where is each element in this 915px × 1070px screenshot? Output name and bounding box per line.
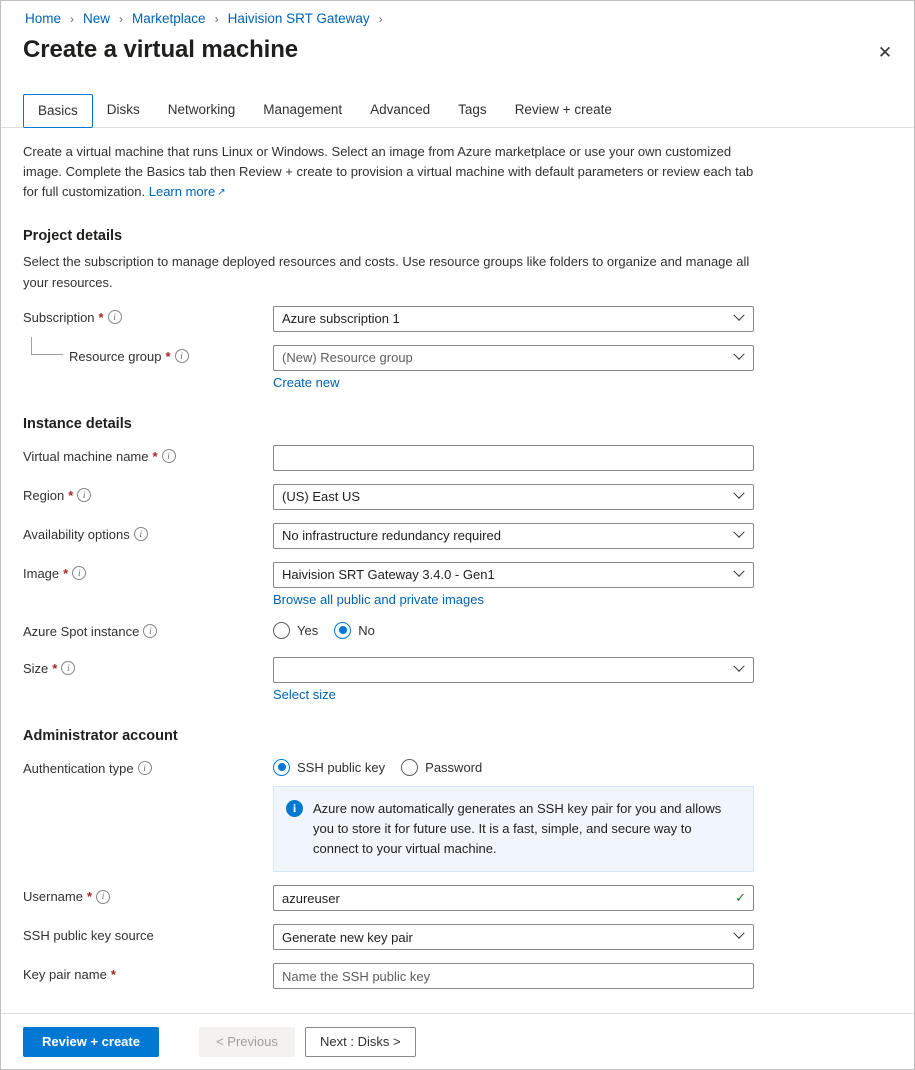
field-username [273,885,754,911]
authentication-type-radio-group [273,757,754,776]
info-icon[interactable]: i [72,566,86,580]
spot-instance-option-no[interactable] [334,622,375,639]
info-icon[interactable]: i [108,310,122,324]
chevron-down-icon [735,665,745,675]
label-authentication-type-text: Authentication type [23,760,134,776]
label-username [23,885,273,904]
field-key-pair-name [273,963,754,989]
info-icon[interactable]: i [61,661,75,675]
tab-networking[interactable]: Networking [167,102,236,117]
resource-group-value: (New) Resource group [282,350,413,366]
label-ssh-key-source [23,924,273,943]
field-availability-options [273,523,754,549]
field-subscription [273,306,754,332]
row-subscription [23,306,892,332]
label-region [23,484,273,503]
info-circle-icon: i [286,800,303,817]
required-marker: * [86,889,93,905]
label-spot-instance-text: Azure Spot instance [23,623,140,639]
form-content [1,128,914,989]
spot-instance-option-yes[interactable] [273,622,318,639]
section-project-details-heading: Project details [23,228,123,245]
row-availability-options [23,523,892,549]
tab-bar [1,94,914,128]
vm-name-input[interactable] [273,445,754,471]
row-resource-group [23,345,892,390]
row-authentication-type [23,757,892,872]
field-ssh-key-source [273,924,754,950]
radio-icon[interactable] [401,759,418,776]
row-spot-instance [23,620,892,644]
auth-option-ssh-public-key-label: SSH public key [297,759,386,775]
label-image [23,562,273,581]
row-ssh-key-source [23,924,892,950]
ssh-info-banner [273,786,754,872]
breadcrumb-item-marketplace[interactable]: Marketplace [132,11,206,26]
chevron-down-icon [735,492,745,502]
indent-bracket [31,337,63,355]
chevron-down-icon [735,932,745,942]
spot-instance-option-no-label: No [358,622,375,638]
label-key-pair-name [23,963,273,982]
availability-options-select[interactable] [273,523,754,549]
info-icon[interactable]: i [77,488,91,502]
label-image-text: Image [23,565,60,581]
row-image [23,562,892,607]
breadcrumb [1,1,914,30]
ssh-info-banner-text: Azure now automatically generates an SSH key pair for you and allows you to store it for future use. It is a fast, simple, and secure way to connect to your virtual machine. [313,800,722,856]
breadcrumb-item-new[interactable]: New [83,11,111,26]
field-spot-instance [273,620,754,639]
row-key-pair-name [23,963,892,989]
field-resource-group [273,345,754,390]
required-marker: * [63,565,69,581]
previous-button: < Previous [199,1027,295,1057]
required-marker: * [68,487,74,503]
tab-management[interactable]: Management [263,102,343,117]
required-marker: * [110,967,116,983]
field-size [273,657,754,702]
spot-instance-radio-group [273,620,754,639]
learn-more-link[interactable]: Learn more [148,184,216,200]
row-size [23,657,892,702]
row-vm-name [23,445,892,471]
key-pair-name-input[interactable] [273,963,754,989]
chevron-down-icon [735,353,745,363]
valid-check-icon: ✓ [735,890,746,906]
review-create-button[interactable]: Review + create [23,1027,159,1057]
region-value: (US) East US [282,489,361,505]
auth-option-password-label: Password [425,759,483,775]
label-authentication-type [23,757,273,776]
breadcrumb-item-home[interactable]: Home [25,11,62,26]
row-username [23,885,892,911]
info-icon[interactable]: i [134,527,148,541]
required-marker: * [165,348,171,364]
info-icon[interactable]: i [96,890,110,904]
spot-instance-option-yes-label: Yes [297,622,319,638]
chevron-down-icon [735,570,745,580]
tab-tags[interactable]: Tags [458,102,487,117]
label-vm-name-text: Virtual machine name [23,448,149,464]
ssh-key-source-value: Generate new key pair [282,929,413,945]
required-marker: * [152,448,158,464]
label-availability-options-text: Availability options [23,526,130,542]
info-icon[interactable]: i [162,449,176,463]
radio-icon[interactable] [273,622,290,639]
auth-option-ssh-public-key[interactable] [273,759,385,776]
required-marker: * [98,309,104,325]
label-availability-options [23,523,273,542]
image-select[interactable] [273,562,754,588]
label-size-text: Size [23,660,49,676]
size-select[interactable] [273,657,754,683]
label-spot-instance [23,620,273,639]
field-image [273,562,754,607]
tab-basics[interactable]: Basics [23,94,93,128]
tab-review-create[interactable]: Review + create [514,102,612,117]
chevron-down-icon [735,314,745,324]
subscription-value: Azure subscription 1 [282,311,400,327]
label-resource-group [23,345,273,364]
auth-option-password[interactable] [401,759,482,776]
resource-group-select[interactable] [273,345,754,371]
username-input[interactable] [273,885,754,911]
breadcrumb-separator-icon: › [119,11,124,26]
breadcrumb-item-haivision-srt-gateway[interactable]: Haivision SRT Gateway [227,11,370,26]
close-icon[interactable]: ✕ [877,43,893,62]
label-resource-group-text: Resource group [69,348,162,364]
external-link-icon[interactable]: ↗ [217,187,226,199]
title-row [1,30,914,68]
field-authentication-type [273,757,754,872]
image-value: Haivision SRT Gateway 3.4.0 - Gen1 [282,567,495,583]
create-vm-blade [1,1,914,1069]
next-disks-button[interactable]: Next : Disks > [305,1027,416,1057]
tab-disks[interactable]: Disks [106,102,140,117]
label-subscription [23,306,273,325]
section-administrator-account-heading: Administrator account [23,727,178,744]
label-size [23,657,273,676]
section-instance-details-heading: Instance details [23,415,132,432]
breadcrumb-separator-icon: › [214,11,219,26]
footer-action-bar [1,1013,914,1069]
breadcrumb-separator-icon: › [378,11,383,26]
subscription-select[interactable] [273,306,754,332]
radio-icon[interactable] [273,759,290,776]
label-vm-name [23,445,273,464]
page-title: Create a virtual machine [23,36,299,63]
browse-images-link[interactable]: Browse all public and private images [273,591,484,607]
label-key-pair-name-text: Key pair name [23,967,107,983]
availability-options-value: No infrastructure redundancy required [282,528,501,544]
intro-body: Create a virtual machine that runs Linux or Windows. Select an image from Azure marketplace or use your own customized image. Complete the Basics tab then Review + create to provision a virtual machine with default parameters or review each tab for full customization. [23,144,754,200]
field-region [273,484,754,510]
label-subscription-text: Subscription [23,309,95,325]
field-vm-name [273,445,754,471]
intro-text [23,142,768,202]
info-icon[interactable]: i [175,349,189,363]
tab-advanced[interactable]: Advanced [370,102,431,117]
section-project-details-description: Select the subscription to manage deployed resources and costs. Use resource groups like folders to organize and manage all your resources. [23,254,750,290]
breadcrumb-separator-icon: › [70,11,75,26]
region-select[interactable] [273,484,754,510]
info-icon[interactable]: i [138,761,152,775]
select-size-link[interactable]: Select size [273,686,336,702]
info-icon[interactable]: i [143,624,157,638]
label-ssh-key-source-text: SSH public key source [23,928,154,944]
chevron-down-icon [735,531,745,541]
ssh-key-source-select[interactable] [273,924,754,950]
label-region-text: Region [23,487,65,503]
create-new-resource-group-link[interactable]: Create new [273,374,340,390]
radio-icon[interactable] [334,622,351,639]
row-region [23,484,892,510]
label-username-text: Username [23,889,83,905]
required-marker: * [52,660,58,676]
